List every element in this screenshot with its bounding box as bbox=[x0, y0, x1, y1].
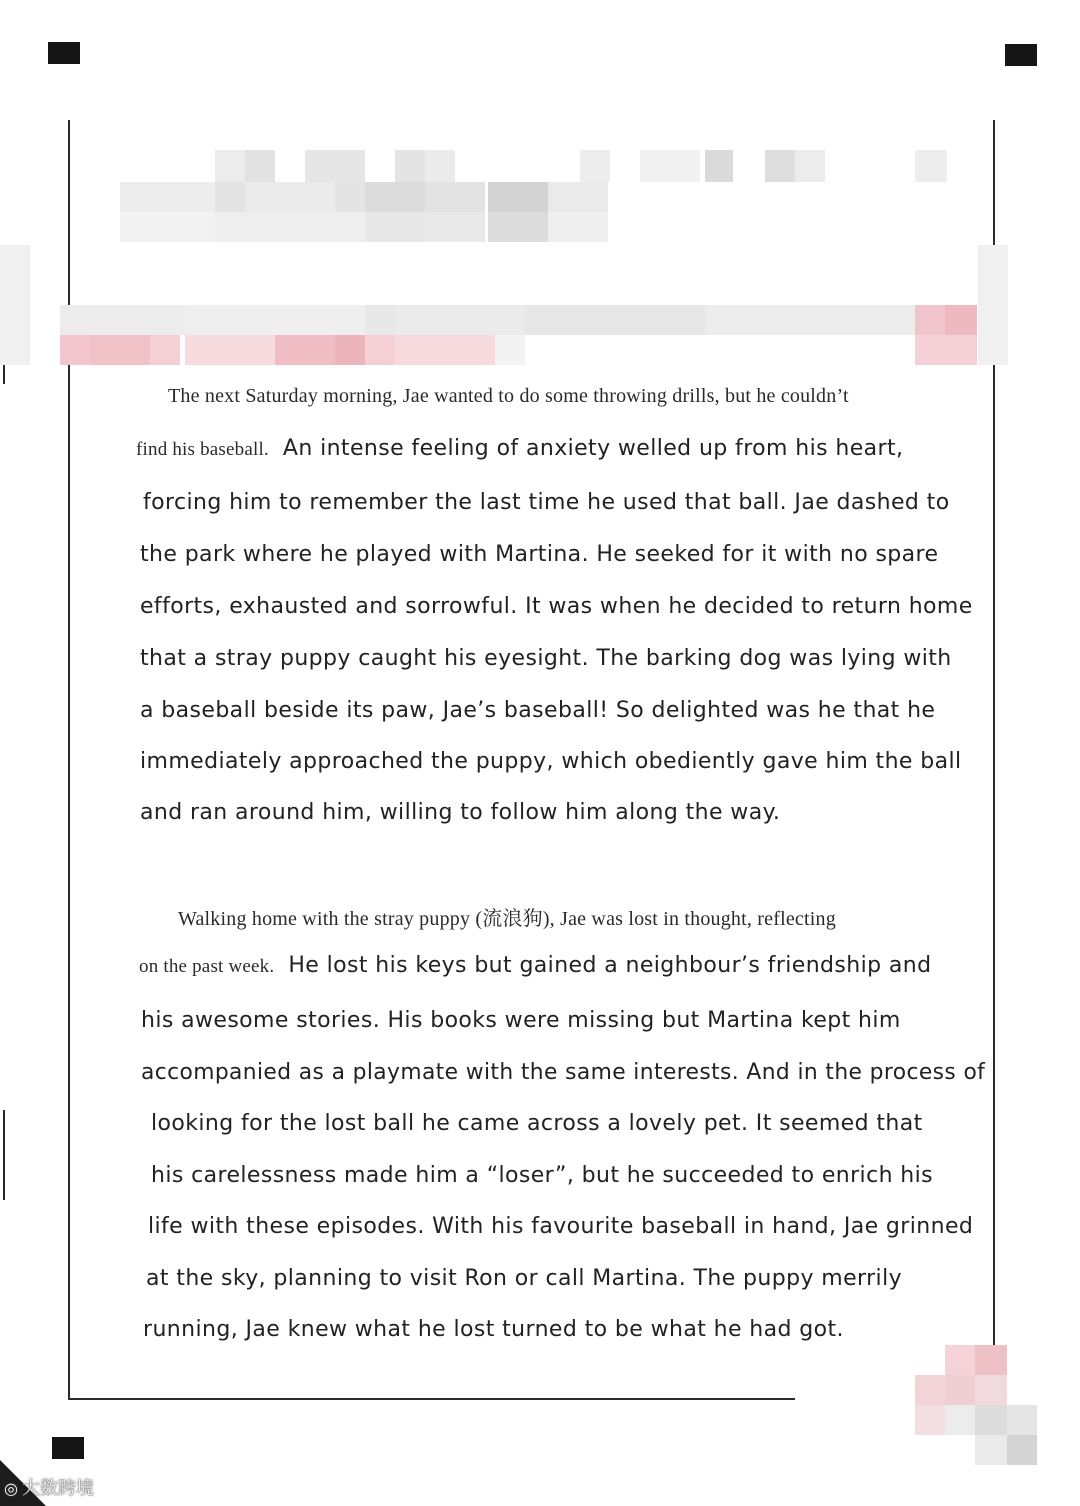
handwritten-line: He lost his keys but gained a neighbour’s friendship and bbox=[288, 953, 932, 978]
handwritten-line: that a stray puppy caught his eyesight. The barking dog was lying with bbox=[140, 646, 952, 671]
watermark-logo bbox=[4, 1474, 94, 1500]
handwritten-line: accompanied as a playmate with the same interests. And in the process of bbox=[141, 1060, 986, 1085]
handwritten-line: efforts, exhausted and sorrowful. It was when he decided to return home bbox=[140, 594, 973, 619]
registration-mark-bottom-left bbox=[52, 1437, 84, 1459]
handwritten-line: and ran around him, willing to follow him along the way. bbox=[140, 800, 781, 825]
frame-bottom-border bbox=[70, 1398, 795, 1400]
handwritten-line: a baseball beside its paw, Jae’s baseball! So delighted was he that he bbox=[140, 698, 936, 723]
handwritten-line: An intense feeling of anxiety welled up from his heart, bbox=[282, 436, 904, 461]
paragraph1-printed-line2: find his baseball. bbox=[136, 439, 269, 460]
handwritten-line: his awesome stories. His books were missing but Martina kept him bbox=[141, 1008, 901, 1033]
handwritten-line: his carelessness made him a “loser”, but he succeeded to enrich his bbox=[151, 1163, 934, 1188]
handwritten-line: life with these episodes. With his favourite baseball in hand, Jae grinned bbox=[148, 1214, 974, 1239]
redacted-stamp-mosaic bbox=[910, 1340, 1040, 1470]
paragraph2-line2 bbox=[139, 953, 931, 978]
handwritten-line: the park where he played with Martina. He seeked for it with no spare bbox=[140, 542, 939, 567]
paragraph1-printed-line1: The next Saturday morning, Jae wanted to do some throwing drills, but he couldn’t bbox=[168, 385, 849, 407]
watermark-text: 大数跨境 bbox=[21, 1478, 94, 1499]
handwritten-line: immediately approached the puppy, which obediently gave him the ball bbox=[140, 749, 962, 774]
handwritten-line: forcing him to remember the last time he used that ball. Jae dashed to bbox=[143, 490, 950, 515]
handwritten-line: running, Jae knew what he lost turned to be what he had got. bbox=[143, 1317, 844, 1342]
paragraph2-printed-line2: on the past week. bbox=[139, 956, 275, 977]
watermark-icon: ◎ bbox=[4, 1479, 18, 1498]
handwritten-line: looking for the lost ball he came across a lovely pet. It seemed that bbox=[151, 1111, 923, 1136]
scan-edge-left-lower bbox=[3, 1110, 5, 1200]
paragraph1-line2 bbox=[136, 436, 903, 461]
paragraph2-printed-line1: Walking home with the stray puppy (流浪狗), Jae was lost in thought, reflecting bbox=[178, 908, 836, 930]
handwritten-line: at the sky, planning to visit Ron or call Martina. The puppy merrily bbox=[146, 1266, 903, 1291]
redacted-header-mosaic bbox=[0, 0, 1080, 400]
